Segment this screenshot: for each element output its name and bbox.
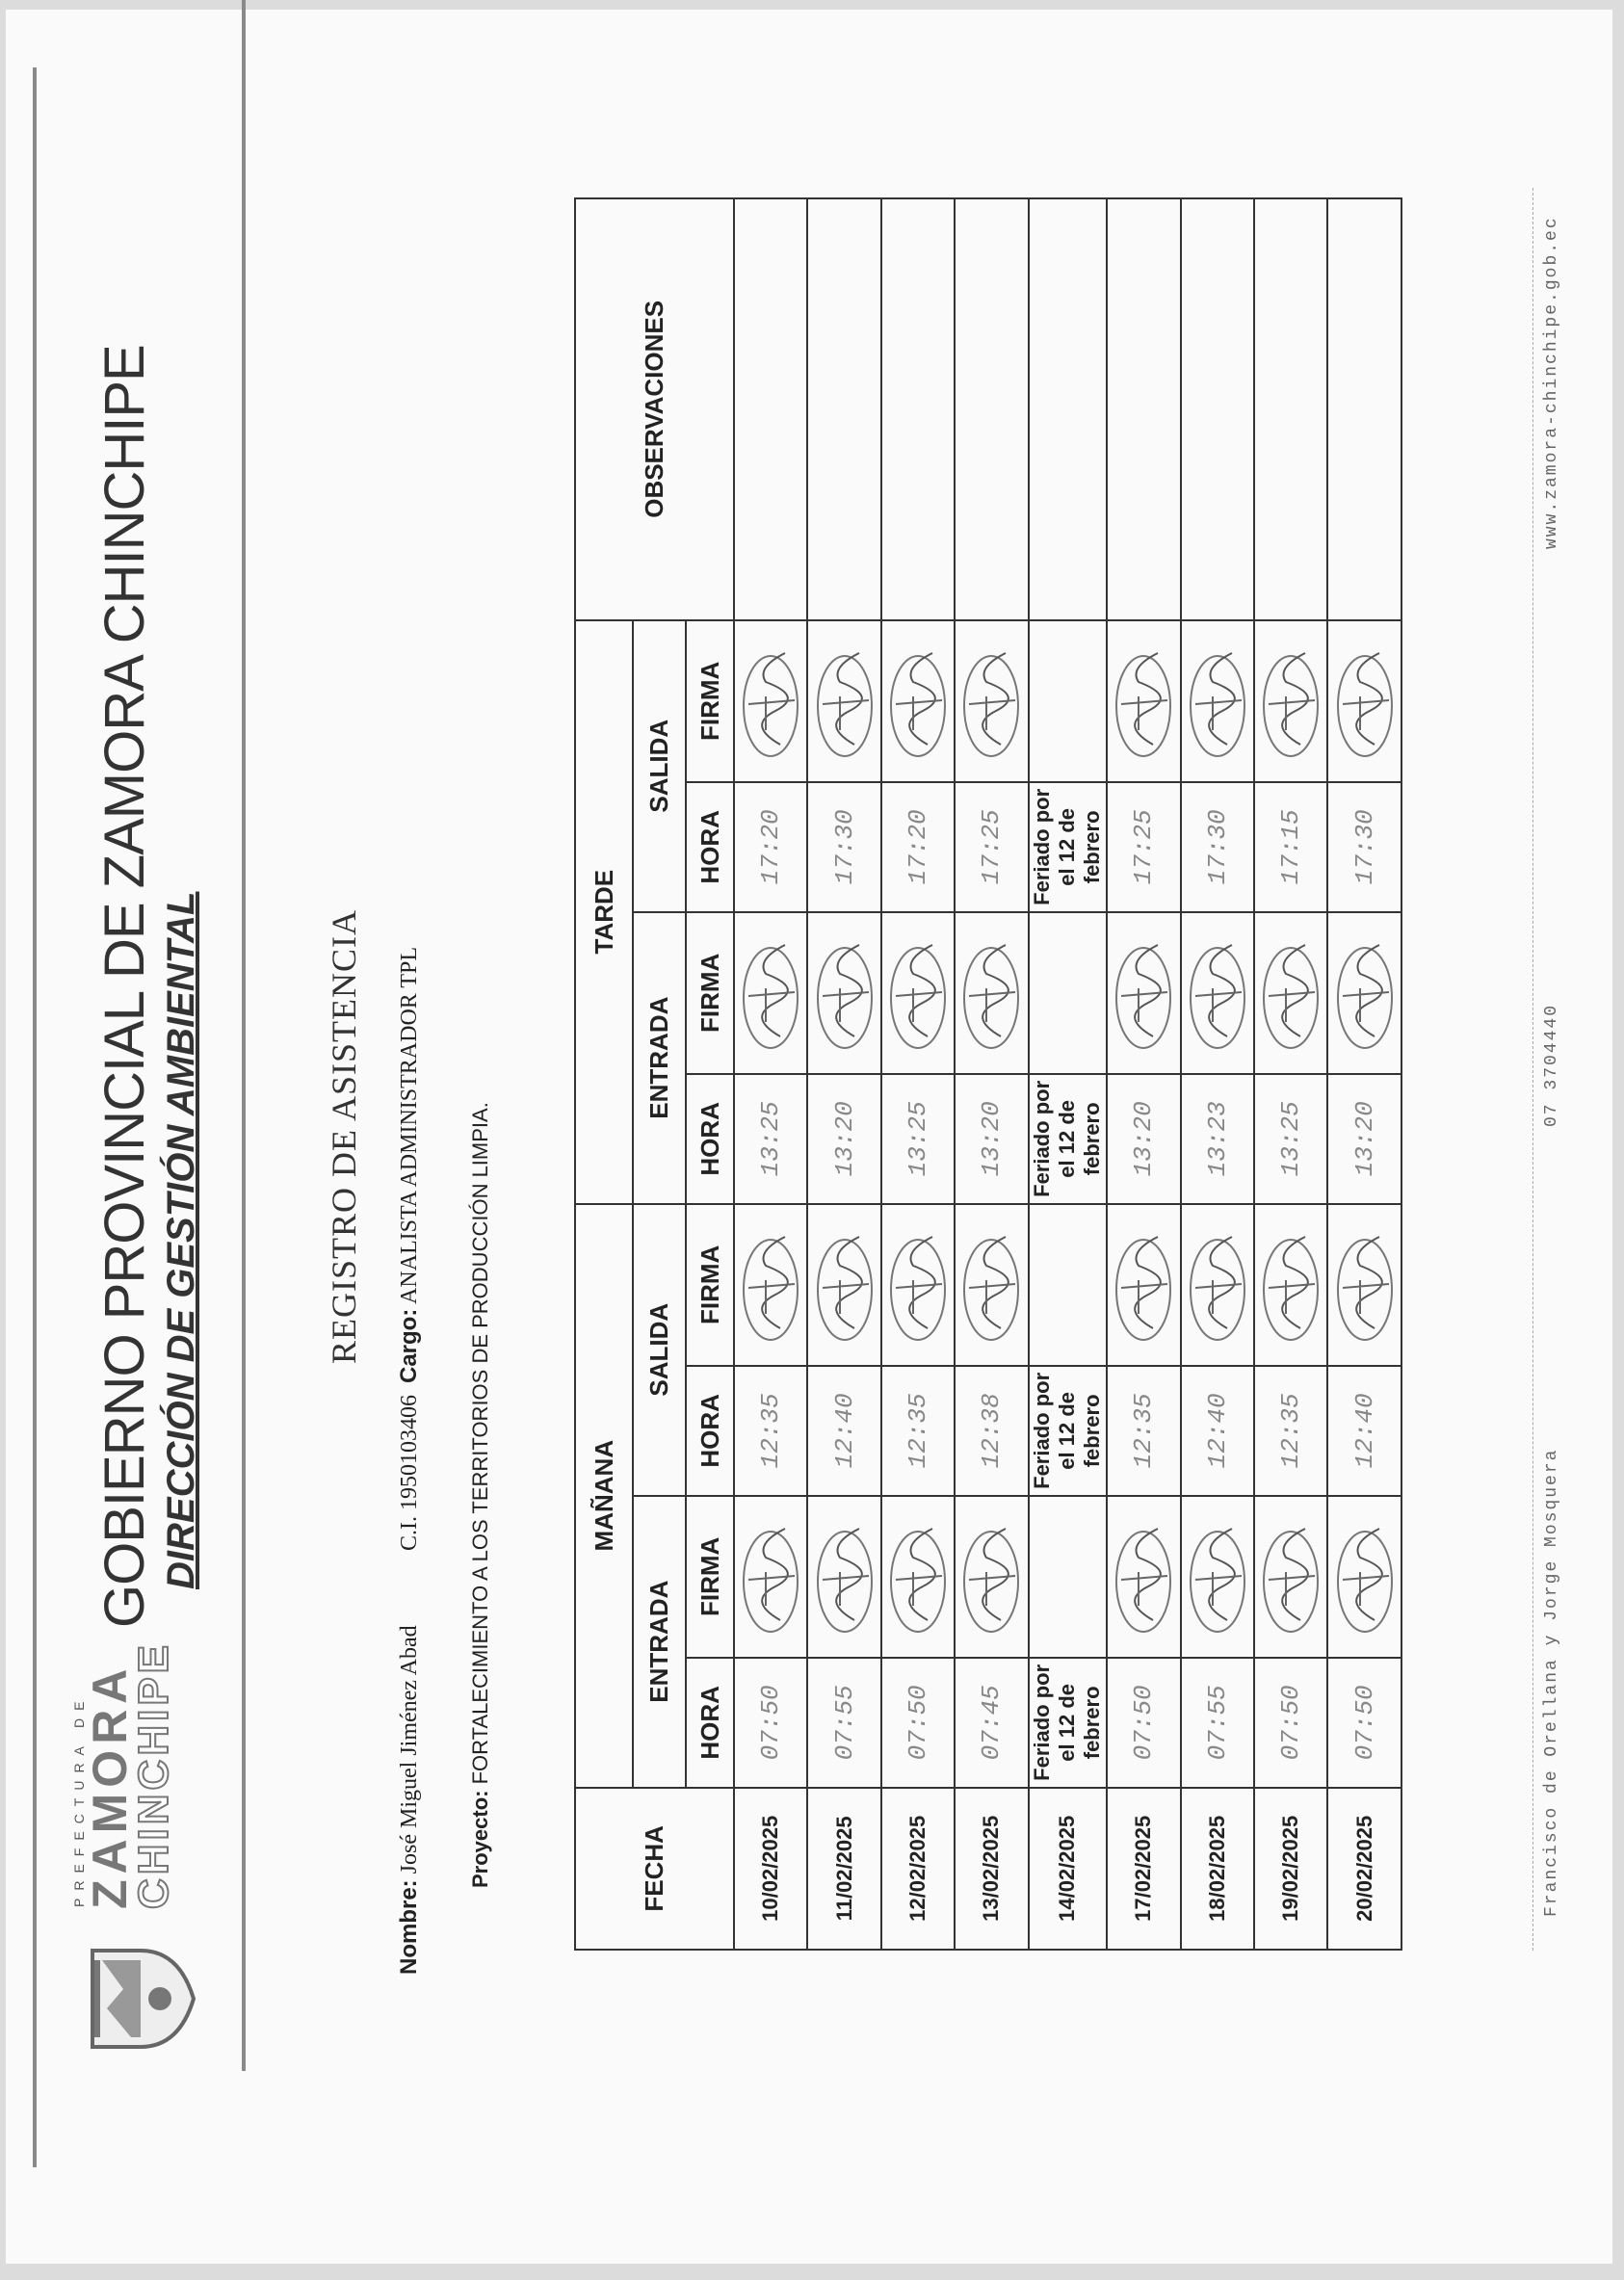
table-row [734, 198, 807, 1950]
fecha-cell: 12/02/2025 [881, 1788, 955, 1950]
header-firma: FIRMA [686, 620, 734, 782]
firma-cell [734, 1496, 807, 1658]
hora-cell: 13:20 [955, 1074, 1028, 1204]
firma-cell [1327, 1204, 1401, 1366]
firma-cell [1181, 912, 1254, 1074]
fecha-cell: 14/02/2025 [1029, 1788, 1108, 1950]
header-firma: FIRMA [686, 1496, 734, 1658]
table-row [955, 198, 1028, 1950]
firma-cell [955, 620, 1028, 782]
table-row [1327, 198, 1401, 1950]
firma-cell [1327, 912, 1401, 1074]
hora-cell: 17:30 [1181, 782, 1254, 912]
hora-cell: 17:30 [1327, 782, 1401, 912]
signature-icon [1257, 1222, 1324, 1348]
hora-cell: 13:20 [1327, 1074, 1401, 1204]
firma-cell [881, 1204, 955, 1366]
firma-cell [1107, 620, 1180, 782]
hora-cell: 12:35 [1254, 1366, 1327, 1496]
feriado-cell: Feriado por el 12 de febrero [1029, 782, 1108, 912]
footer-divider [1532, 188, 1533, 1951]
signature-icon [1110, 639, 1177, 764]
cargo-label: Cargo: [396, 1308, 422, 1383]
signature-icon [737, 1514, 804, 1639]
signature-icon [737, 639, 804, 764]
signature-icon [884, 930, 952, 1056]
hora-cell: 07:50 [1254, 1658, 1327, 1788]
signature-icon [1110, 930, 1177, 1056]
hora-cell: 07:50 [1107, 1658, 1180, 1788]
firma-cell [1181, 620, 1254, 782]
proyecto-field [468, 1102, 493, 1888]
nombre-label: Nombre: [396, 1879, 422, 1975]
signature-icon [957, 930, 1025, 1056]
signature-icon [957, 1222, 1025, 1348]
hora-cell: 12:35 [881, 1366, 955, 1496]
signature-icon [957, 1514, 1025, 1639]
firma-cell [807, 1496, 880, 1658]
header-hora: HORA [686, 1074, 734, 1204]
hora-cell: 17:15 [1254, 782, 1327, 912]
firma-cell [807, 1204, 880, 1366]
feriado-cell: Feriado por el 12 de febrero [1029, 1074, 1108, 1204]
firma-cell [1107, 1204, 1180, 1366]
header-tarde: TARDE [575, 620, 633, 1204]
firma-cell [955, 1496, 1028, 1658]
ci-cargo-field [396, 947, 423, 1551]
hora-cell: 17:20 [881, 782, 955, 912]
logo-zamora-text: ZAMORA [83, 1663, 137, 1909]
header-manana-salida: SALIDA [633, 1204, 686, 1496]
hora-cell: 07:50 [734, 1658, 807, 1788]
observaciones-cell [734, 198, 807, 620]
hora-cell: 13:20 [1107, 1074, 1180, 1204]
firma-cell [1029, 620, 1108, 782]
observaciones-cell [1029, 198, 1108, 620]
hora-cell: 12:35 [1107, 1366, 1180, 1496]
hora-cell: 13:25 [734, 1074, 807, 1204]
signature-icon [957, 639, 1025, 764]
signature-icon [1257, 1514, 1324, 1639]
nombre-value: José Miguel Jiménez Abad [397, 1625, 422, 1874]
firma-cell [1254, 1496, 1327, 1658]
hora-cell: 12:35 [734, 1366, 807, 1496]
firma-cell [1327, 620, 1401, 782]
signature-icon [1110, 1514, 1177, 1639]
firma-cell [955, 1204, 1028, 1366]
table-row [1029, 198, 1108, 1950]
fecha-cell: 19/02/2025 [1254, 1788, 1327, 1950]
hora-cell: 12:40 [1327, 1366, 1401, 1496]
hora-cell: 17:25 [955, 782, 1028, 912]
hora-cell: 13:25 [881, 1074, 955, 1204]
top-border-line [33, 67, 37, 2167]
scanned-page [6, 10, 1612, 2264]
firma-cell [807, 620, 880, 782]
firma-cell [1029, 1496, 1108, 1658]
signature-icon [884, 639, 952, 764]
header-hora: HORA [686, 1658, 734, 1788]
hora-cell: 12:38 [955, 1366, 1028, 1496]
firma-cell [881, 912, 955, 1074]
firma-cell [1181, 1204, 1254, 1366]
header-tarde-entrada: ENTRADA [633, 912, 686, 1204]
footer-address: Francisco de Orellana y Jorge Mosquera [1542, 1448, 1561, 1917]
header-divider [242, 0, 246, 2071]
footer-website: www.zamora-chinchipe.gob.ec [1542, 216, 1561, 549]
signature-icon [811, 930, 878, 1056]
hora-cell: 13:25 [1254, 1074, 1327, 1204]
header-observaciones: OBSERVACIONES [575, 198, 734, 620]
signature-icon [811, 1222, 878, 1348]
signature-icon [1331, 930, 1399, 1056]
signature-icon [811, 1514, 878, 1639]
hora-cell: 12:40 [1181, 1366, 1254, 1496]
feriado-cell: Feriado por el 12 de febrero [1029, 1366, 1108, 1496]
observaciones-cell [1107, 198, 1180, 620]
footer-phone: 07 3704440 [1542, 1003, 1561, 1127]
attendance-rows [734, 198, 1401, 1950]
header-hora: HORA [686, 782, 734, 912]
signature-icon [1331, 1222, 1399, 1348]
firma-cell [1254, 912, 1327, 1074]
ci-label: C.I. [397, 1516, 422, 1551]
header-firma: FIRMA [686, 912, 734, 1074]
proyecto-label: Proyecto: [468, 1790, 492, 1888]
header-hora: HORA [686, 1366, 734, 1496]
header-manana: MAÑANA [575, 1204, 633, 1788]
ci-value: 1950103406 [397, 1395, 422, 1510]
fecha-cell: 20/02/2025 [1327, 1788, 1401, 1950]
rotated-sheet [6, 10, 1612, 2264]
firma-cell [881, 1496, 955, 1658]
observaciones-cell [1327, 198, 1401, 620]
signature-icon [1184, 639, 1251, 764]
header-manana-entrada: ENTRADA [633, 1496, 686, 1788]
observaciones-cell [955, 198, 1028, 620]
cargo-value: ANALISTA ADMINISTRADOR TPL [397, 946, 422, 1304]
signature-icon [737, 1222, 804, 1348]
firma-cell [807, 912, 880, 1074]
fecha-cell: 13/02/2025 [955, 1788, 1028, 1950]
table-row [1181, 198, 1254, 1950]
firma-cell [1327, 1496, 1401, 1658]
hora-cell: 07:50 [881, 1658, 955, 1788]
observaciones-cell [1254, 198, 1327, 620]
signature-icon [737, 930, 804, 1056]
fecha-cell: 10/02/2025 [734, 1788, 807, 1950]
table-row [881, 198, 955, 1950]
firma-cell [1254, 620, 1327, 782]
hora-cell: 12:40 [807, 1366, 880, 1496]
firma-cell [734, 912, 807, 1074]
firma-cell [1029, 912, 1108, 1074]
firma-cell [734, 1204, 807, 1366]
institution-title: GOBIERNO PROVINCIAL DE ZAMORA CHINCHIPE [93, 345, 156, 1628]
hora-cell: 17:30 [807, 782, 880, 912]
hora-cell: 07:50 [1327, 1658, 1401, 1788]
department-title: DIRECCIÓN DE GESTIÓN AMBIENTAL [160, 891, 202, 1589]
header-firma: FIRMA [686, 1204, 734, 1366]
hora-cell: 07:45 [955, 1658, 1028, 1788]
firma-cell [1107, 912, 1180, 1074]
attendance-table [574, 197, 1402, 1951]
hora-cell: 07:55 [1181, 1658, 1254, 1788]
signature-icon [884, 1514, 952, 1639]
nombre-field [396, 1625, 423, 1975]
table-row [1107, 198, 1180, 1950]
signature-icon [1110, 1222, 1177, 1348]
table-row [807, 198, 880, 1950]
signature-icon [1184, 1222, 1251, 1348]
observaciones-cell [1181, 198, 1254, 620]
table-row [1254, 198, 1327, 1950]
hora-cell: 17:25 [1107, 782, 1180, 912]
firma-cell [1107, 1496, 1180, 1658]
firma-cell [734, 620, 807, 782]
signature-icon [1331, 639, 1399, 764]
hora-cell: 07:55 [807, 1658, 880, 1788]
firma-cell [881, 620, 955, 782]
hora-cell: 13:20 [807, 1074, 880, 1204]
firma-cell [955, 912, 1028, 1074]
feriado-cell: Feriado por el 12 de febrero [1029, 1658, 1108, 1788]
signature-icon [1257, 639, 1324, 764]
signature-icon [1331, 1514, 1399, 1639]
signature-icon [811, 639, 878, 764]
hora-cell: 13:23 [1181, 1074, 1254, 1204]
signature-icon [884, 1222, 952, 1348]
signature-icon [1184, 930, 1251, 1056]
observaciones-cell [807, 198, 880, 620]
hora-cell: 17:20 [734, 782, 807, 912]
prefectura-logo-icon [64, 1931, 198, 2066]
signature-icon [1257, 930, 1324, 1056]
header-tarde-salida: SALIDA [633, 620, 686, 912]
proyecto-value: FORTALECIMIENTO A LOS TERRITORIOS DE PRODUCCIÓN LIMPIA. [468, 1102, 492, 1785]
fecha-cell: 18/02/2025 [1181, 1788, 1254, 1950]
logo-chinchipe-text: CHINCHIPE [130, 1640, 177, 1909]
observaciones-cell [881, 198, 955, 620]
fecha-cell: 11/02/2025 [807, 1788, 880, 1950]
logo-prefectura-text: PREFECTURA DE [71, 1693, 87, 1907]
firma-cell [1029, 1204, 1108, 1366]
firma-cell [1181, 1496, 1254, 1658]
firma-cell [1254, 1204, 1327, 1366]
fecha-cell: 17/02/2025 [1107, 1788, 1180, 1950]
header-fecha: FECHA [575, 1788, 734, 1950]
signature-icon [1184, 1514, 1251, 1639]
document-title: REGISTRO DE ASISTENCIA [325, 908, 363, 1365]
